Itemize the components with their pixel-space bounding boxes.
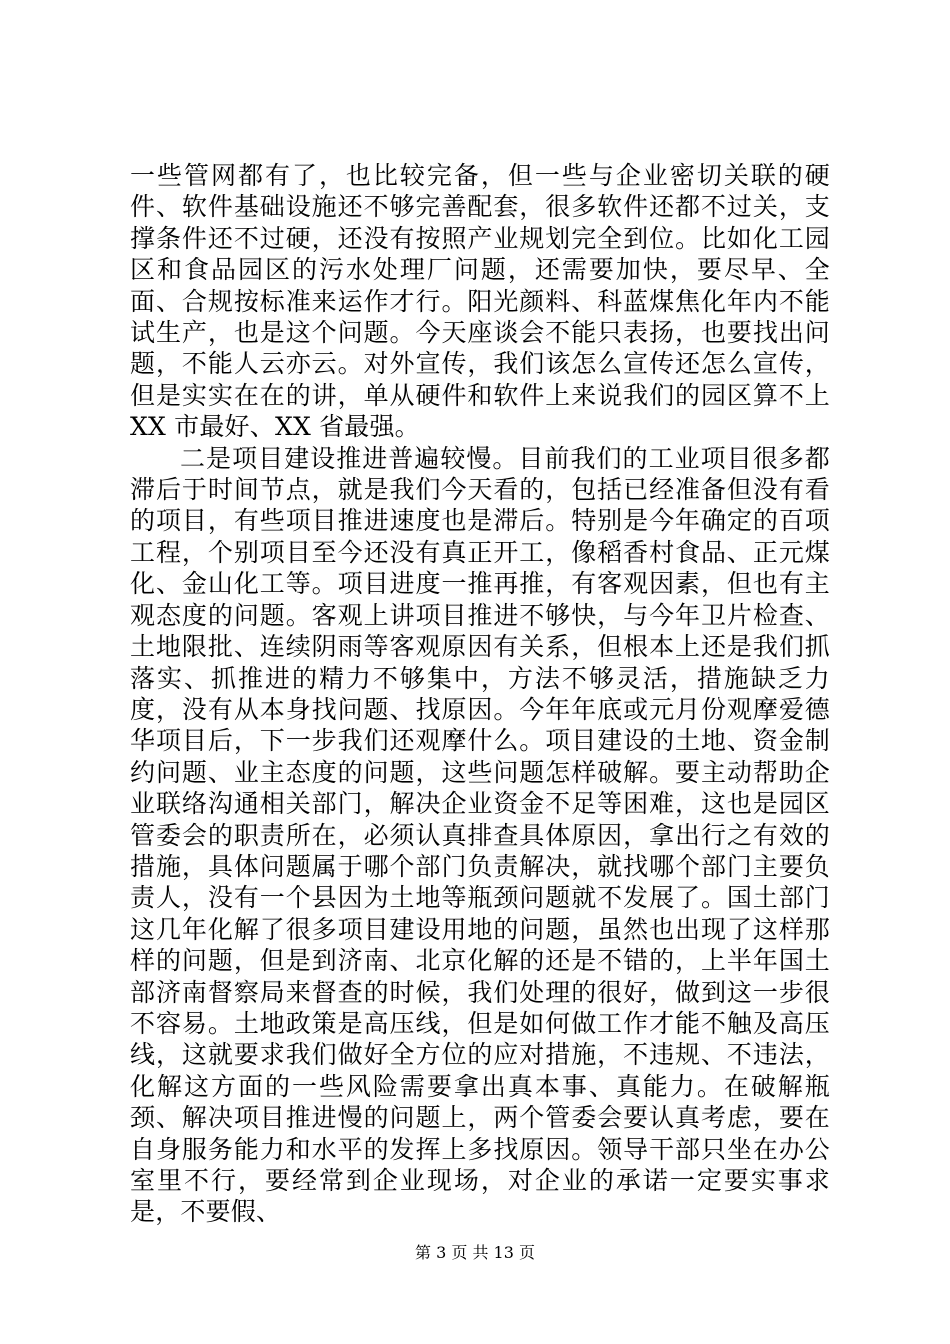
paragraph-continued: 一些管网都有了，也比较完备，但一些与企业密切关联的硬件、软件基础设施还不够完善配套，很多软件还都不过关，支撑条件还不过硬，还没有按照产业规划完全到位。比如化工园区和食品园区的污水处理厂问题，还需要加快，要尽早、全面、合规按标准来运作才行。阳光颜料、科蓝煤焦化年内不能试生产，也是这个问题。今天座谈会不能只表扬，也要找出问题，不能人云亦云。对外宣传，我们该怎么宣传还怎么宣传，但是实实在在的讲，单从硬件和软件上来说我们的园区算不上 XX 市最好、XX 省最强。: [130, 161, 830, 442]
page-number-footer: 第 3 页 共 13 页: [415, 1243, 535, 1262]
paragraph-project-construction: 二是项目建设推进普遍较慢。目前我们的工业项目很多都滞后于时间节点，就是我们今天看的，包括已经准备但没有看的项目，有些项目推进速度也是滞后。特别是今年确定的百项工程，个别项目至今还没有真正开工，像稻香村食品、正元煤化、金山化工等。项目进度一推再推，有客观因素，但也有主观态度的问题。客观上讲项目推进不够快，与今年卫片检查、土地限批、连续阴雨等客观原因有关系，但根本上还是我们抓落实、抓推进的精力不够集中，方法不够灵活，措施缺乏力度，没有从本身找问题、找原因。今年年底或元月份观摩爱德华项目后，下一步我们还观摩什么。项目建设的土地、资金制约问题、业主态度的问题，这些问题怎样破解。要主动帮助企业联络沟通相关部门，解决企业资金不足等困难，这也是园区管委会的职责所在，必须认真排查具体原因，拿出行之有效的措施，具体问题属于哪个部门负责解决，就找哪个部门主要负责人，没有一个县因为土地等瓶颈问题就不发展了。国土部门这几年化解了很多项目建设用地的问题，虽然也出现了这样那样的问题，但是到济南、北京化解的还是不错的，上半年国土部济南督察局来督查的时候，我们处理的很好，做到这一步很不容易。土地政策是高压线，但是如何做工作才能不触及高压线，这就要求我们做好全方位的应对措施，不违规、不违法，化解这方面的一些风险需要拿出真本事、真能力。在破解瓶颈、解决项目推进慢的问题上，两个管委会要认真考虑，要在自身服务能力和水平的发挥上多找原因。领导干部只坐在办公室里不行，要经常到企业现场，对企业的承诺一定要实事求是，不要假、: [130, 443, 830, 1227]
document-body: [130, 160, 830, 1228]
